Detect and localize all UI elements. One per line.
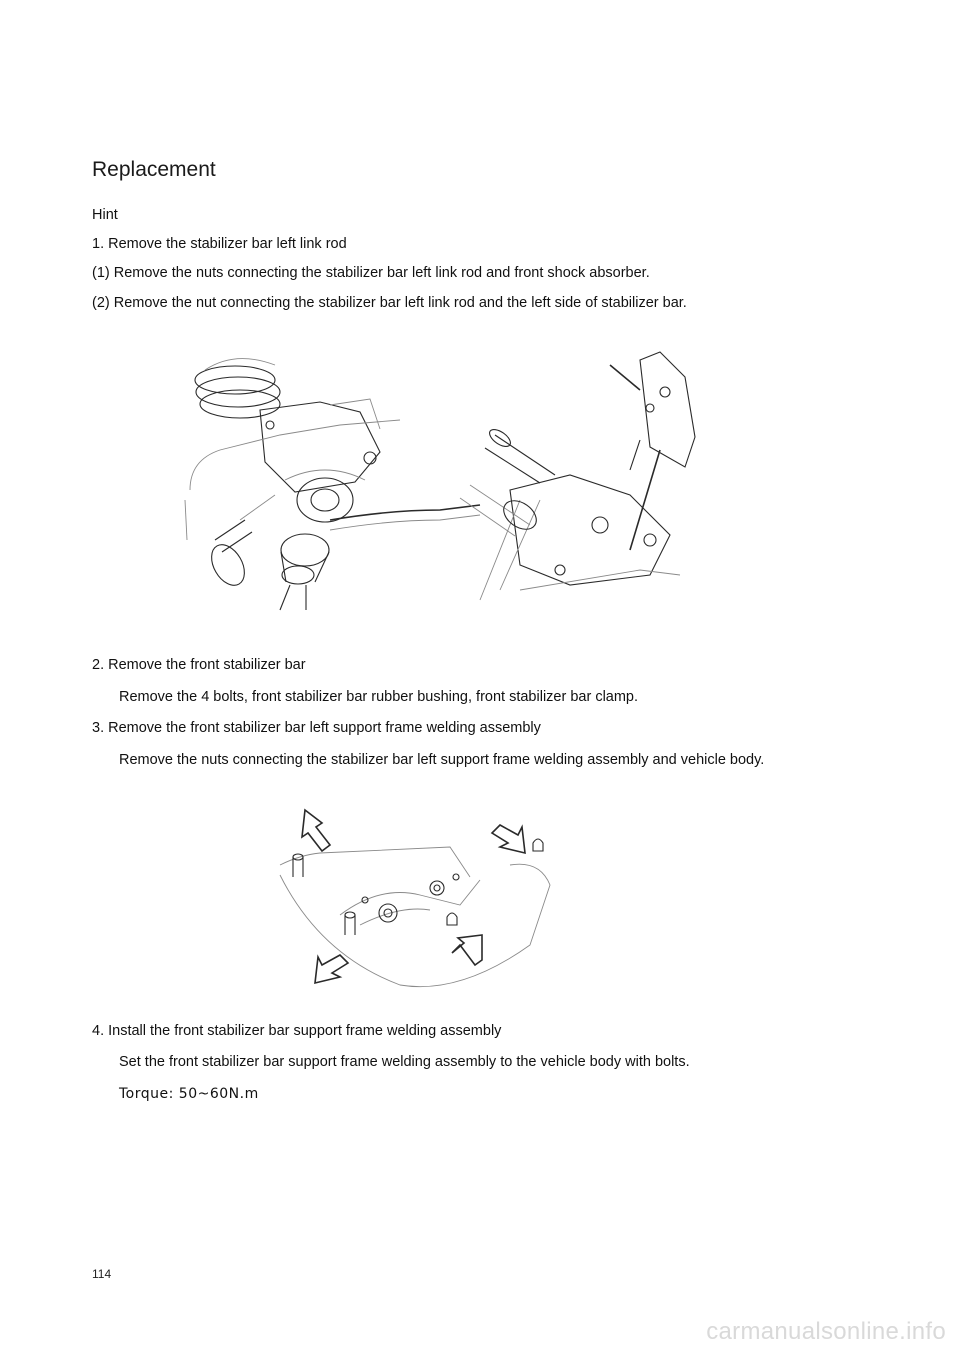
watermark: carmanualsonline.info (706, 1318, 946, 1345)
step-3-title: 3. Remove the front stabilizer bar left support frame welding assembly (92, 720, 541, 736)
torque-spec: Torque: 50~60N.m (119, 1086, 259, 1102)
step-1-title: 1. Remove the stabilizer bar left link rod (92, 236, 347, 252)
step-1-substep-2: (2) Remove the nut connecting the stabilizer bar left link rod and the left side of stabilizer bar. (92, 295, 687, 311)
support-frame-illustration (260, 805, 580, 995)
step-2-detail: Remove the 4 bolts, front stabilizer bar rubber bushing, front stabilizer bar clamp. (119, 689, 639, 705)
step-1-substep-1: (1) Remove the nuts connecting the stabilizer bar left link rod and front shock absorber. (92, 265, 650, 281)
step-3-detail: Remove the nuts connecting the stabilizer bar left support frame welding assembly and vehicle body. (119, 752, 765, 768)
hint-label: Hint (92, 207, 118, 223)
step-4-title: 4. Install the front stabilizer bar support frame welding assembly (92, 1023, 502, 1039)
page-number: 114 (92, 1267, 112, 1281)
section-heading: Replacement (92, 158, 216, 181)
step-2-title: 2. Remove the front stabilizer bar (92, 657, 306, 673)
stabilizer-link-rod-illustration (180, 340, 700, 610)
step-4-detail: Set the front stabilizer bar support frame welding assembly to the vehicle body with bolts. (119, 1054, 690, 1070)
